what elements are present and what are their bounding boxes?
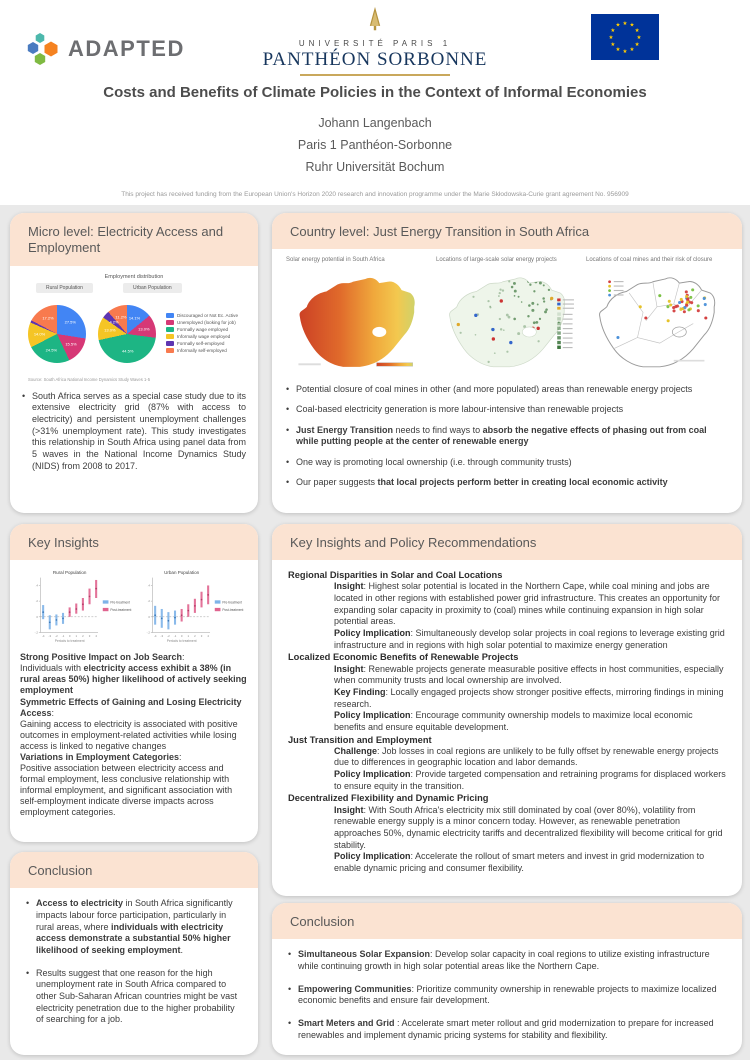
poster-header: [0, 0, 750, 205]
legend-row: [166, 320, 238, 325]
svg-text:1: 1: [187, 634, 190, 639]
card-key-insights: [10, 524, 258, 842]
legend-label: Formally self-employed: [177, 340, 225, 346]
pie-slice-label: 13.0%: [104, 327, 116, 333]
bullet-text: [296, 477, 668, 489]
bullet-item: [286, 477, 728, 489]
svg-text:★: ★: [622, 20, 628, 27]
svg-text:1: 1: [75, 634, 78, 639]
pie-urban-population: [98, 305, 156, 363]
solar-projects-map: [436, 265, 578, 371]
legend-row: [166, 348, 238, 353]
svg-text:0: 0: [36, 615, 38, 620]
bullet-dot: •: [286, 456, 290, 467]
event-study-rural: [28, 566, 134, 646]
pie-charts-row: [22, 305, 246, 363]
svg-text:2: 2: [194, 634, 196, 639]
text-run: Variations in Employment Categories: [20, 751, 180, 762]
text-run: : Develop solar capacity in coal regions to utilize existing infrastructure while continuing growth in high solar potential areas like the Northern Cape.: [298, 949, 710, 971]
bullet-item: [286, 457, 728, 469]
svg-text:.2: .2: [147, 599, 150, 604]
svg-text:Urban Population: Urban Population: [164, 570, 200, 576]
text-run: Empowering Communities: [298, 983, 412, 994]
map-solar-potential: [286, 257, 428, 376]
policy-item: Policy Implication: Simultaneously develop solar projects in coal regions to leverage existing grid infrastructure and in regions with high solar potential to maximize energy generation: [334, 628, 725, 650]
svg-text:3: 3: [200, 634, 203, 639]
coal-mines-map: [586, 265, 728, 371]
funding-acknowledgement: This project has received funding from the European Union's Horizon 2020 research and innovation programme under the Marie Skłodowska-Curie grant agreement No. 956909: [121, 191, 629, 198]
university-name-line1: UNIVERSITÉ PARIS 1: [298, 39, 452, 48]
text-run: in South Africa significantly impacts labour force participation, particularly in rural areas, where: [36, 898, 233, 932]
map-solar-projects: [436, 257, 578, 376]
svg-text:-2: -2: [167, 634, 170, 639]
text-run: :: [182, 652, 185, 663]
bullet-text: [36, 968, 242, 1026]
tab-urban-population[interactable]: Urban Population: [123, 283, 182, 293]
text-run: individuals with electricity access demonstrate a substantial 50% higher likelihood of seeking employment: [36, 921, 231, 955]
svg-text:★: ★: [608, 34, 614, 41]
svg-text:.4: .4: [147, 583, 150, 588]
pie-slice-label: 14.1%: [128, 315, 141, 321]
svg-text:3: 3: [88, 634, 91, 639]
insight-paragraph: [20, 752, 248, 763]
policy-section-heading: Just Transition and Employment: [288, 734, 432, 745]
sorbonne-tree-icon: [362, 6, 388, 32]
policy-section-heading: Decentralized Flexibility and Dynamic Pricing: [288, 793, 489, 804]
text-run: :: [51, 707, 55, 718]
pie-slice-label: 4.2%: [109, 319, 119, 325]
svg-text:Post-treatment: Post-treatment: [110, 608, 132, 613]
bullet-text: [298, 949, 726, 972]
policy-item: Insight: Highest solar potential is located in the Northern Cape, while coal mining and jobs are located in other regions with established power grid infrastructure. This creates an opportunity for expanding solar capacity in proximity to (coal) mines while continuing expansion in high solar potential areas.: [334, 581, 721, 627]
svg-text:.2: .2: [35, 599, 38, 604]
insight-paragraph: [20, 652, 248, 663]
text-run: Symmetric Effects of Gaining and Losing Electricity Access: [20, 696, 242, 718]
svg-text:★: ★: [610, 41, 616, 48]
bullet-item: [288, 949, 726, 972]
pie-slice-label: 11.2%: [115, 314, 127, 320]
legend-color-chip: [166, 334, 174, 339]
card-conclusion-country: [272, 903, 742, 1055]
svg-text:-.2: -.2: [146, 630, 150, 635]
card-micro-title: Micro level: Electricity Access and Employment: [10, 213, 258, 266]
card-conclusion-left-title: Conclusion: [10, 852, 258, 888]
text-run: Results suggest that one reason for the high unemployment rate in South Africa compared to other Sub-Saharan African countries might be vast electricity penetration due to the higher probability of searching for a job.: [36, 967, 238, 1025]
svg-text:0: 0: [148, 615, 150, 620]
bullet-dot: •: [288, 1018, 292, 1028]
svg-text:-2: -2: [55, 634, 58, 639]
pie-slice-label: 27.5%: [64, 319, 76, 325]
legend-label: Informally wage employed: [177, 333, 231, 339]
pie-slice-label: 13.0%: [138, 326, 150, 332]
bullet-text: [296, 425, 728, 448]
insight-paragraph: [20, 663, 248, 696]
svg-text:0: 0: [68, 634, 71, 639]
card-insights-title: Key Insights: [10, 524, 258, 560]
svg-text:-4: -4: [153, 634, 157, 639]
legend-color-chip: [166, 348, 174, 353]
event-study-charts: [28, 566, 248, 646]
pie-legend: [166, 313, 238, 355]
policy-item-label: Policy Implication: [334, 628, 411, 639]
legend-color-chip: [166, 320, 174, 325]
bullet-dot: •: [26, 967, 30, 978]
policy-item-label: Policy Implication: [334, 710, 411, 721]
poster-authors: [0, 112, 750, 178]
solar-potential-map: [286, 265, 428, 371]
pie-slice-label: 24.5%: [45, 347, 57, 353]
svg-text:Periods to treatment: Periods to treatment: [166, 639, 197, 644]
text-run: : Accelerate smart meter rollout and grid modernization to prepare for increased renewables and implement dynamic pricing systems for stability and flexibility.: [298, 1018, 714, 1040]
text-run: : Prioritize community ownership in renewable projects to maximize localized economic benefits and ensure fair development.: [298, 983, 717, 1006]
policy-section-heading: Localized Economic Benefits of Renewable Projects: [288, 652, 519, 663]
text-run: South Africa serves as a special case study due to its extensive electricity grid (87% with access to electricity) and persistent unemployment challenges (>31% unemployment rate). This study investigates this relationship in South Africa using panel data from 5 waves in the National Income Dynamics Study (NIDS) from 2008 to 2017.: [32, 390, 246, 471]
text-run: Positive association between electricity access and formal employment, less conclusive relationship with informal employment, and significant association with self-employment indicate diverse impacts across employment categories.: [20, 762, 233, 818]
svg-text:Pre-treatment: Pre-treatment: [110, 600, 130, 605]
bullet-dot: •: [26, 898, 30, 909]
bullet-text: [296, 404, 623, 416]
legend-row: [166, 327, 238, 332]
card-country-title: Country level: Just Energy Transition in South Africa: [272, 213, 742, 249]
policy-item: Policy Implication: Provide targeted compensation and retraining programs for displaced workers to ensure equity in the transition.: [334, 769, 726, 791]
bullet-dot: •: [286, 424, 290, 435]
pie-chart-title: Employment distribution: [104, 273, 164, 280]
svg-text:★: ★: [636, 34, 642, 41]
pie-source-note: Source: South Africa National Income Dynamics Study Waves 1-5: [28, 376, 151, 382]
legend-row: [166, 334, 238, 339]
text-run: Just Energy Transition: [296, 424, 394, 435]
legend-color-chip: [166, 313, 174, 318]
text-run: Smart Meters and Grid: [298, 1018, 395, 1028]
eu-flag-icon: [591, 14, 659, 60]
card-policy-title: Key Insights and Policy Recommendations: [272, 524, 742, 560]
legend-row: [166, 313, 238, 318]
policy-item: Policy Implication: Encourage community ownership models to maximize local economic benefits and ensure equitable development.: [334, 710, 693, 732]
insights-text: [20, 652, 248, 818]
svg-text:★: ★: [634, 41, 640, 48]
insight-paragraph: [20, 697, 248, 719]
bullet-dot: •: [286, 404, 290, 415]
svg-text:Post-treatment: Post-treatment: [222, 608, 244, 613]
svg-text:Rural Population: Rural Population: [52, 570, 87, 576]
author-affiliation-2: Ruhr Universität Bochum: [305, 160, 445, 174]
card-country-level: [272, 213, 742, 513]
text-run: One way is promoting local ownership (i.e. through community trusts): [296, 456, 572, 467]
bullet-item: [286, 404, 728, 416]
svg-text:-.2: -.2: [34, 630, 38, 635]
svg-text:★: ★: [622, 48, 628, 55]
svg-text:Periods to treatment: Periods to treatment: [54, 639, 85, 644]
legend-color-chip: [166, 327, 174, 332]
text-run: :: [179, 751, 182, 762]
bullet-item: [26, 898, 242, 956]
maps-row: [286, 257, 728, 376]
bullet-item: [286, 425, 728, 448]
policy-item: Policy Implication: Accelerate the rollout of smart meters and invest in grid modernization to enable dynamic pricing and consumer flexibility.: [334, 851, 705, 873]
bullet-text: [298, 984, 726, 1007]
pie-rural-population: [28, 305, 86, 363]
svg-text:-1: -1: [173, 634, 177, 639]
event-study-urban: [140, 566, 246, 646]
policy-sections: [272, 560, 742, 883]
author-name: Johann Langenbach: [318, 116, 432, 130]
legend-color-chip: [166, 341, 174, 346]
map-caption-solar-potential: Solar energy potential in South Africa: [286, 257, 385, 264]
card-conclusion-right-title: Conclusion: [272, 903, 742, 939]
map-caption-solar-projects: Locations of large-scale solar energy projects: [436, 257, 557, 264]
svg-text:-1: -1: [61, 634, 65, 639]
text-run: Individuals with: [20, 663, 84, 674]
card-policy-recommendations: [272, 524, 742, 896]
poster-title: Costs and Benefits of Climate Policies in the Context of Informal Economies: [103, 84, 647, 101]
bullet-item: [22, 391, 246, 473]
policy-item: Insight: With South Africa's electricity mix still dominated by coal (over 80%), volatility from renewable energy supply is a minor concern today. However, as renewable penetration approaches 50%, dynamic electricity tariffs and decentralized flexibility will become critical for grid stability.: [334, 804, 723, 850]
svg-text:★: ★: [629, 22, 635, 29]
legend-label: Informally self-employed: [177, 347, 227, 353]
svg-text:-3: -3: [160, 634, 164, 639]
text-run: absorb the negative effects of phasing out from coal while putting people at the center of renewable energy: [296, 424, 707, 447]
bullet-dot: •: [22, 390, 26, 401]
svg-text:4: 4: [207, 634, 209, 639]
adapted-logo-text: ADAPTED: [68, 36, 185, 61]
text-run: that local projects perform better in creating local economic activity: [377, 476, 668, 487]
pie-slice-label: 15.5%: [65, 341, 77, 347]
legend-label: Discouraged or Not Ec. Active: [177, 312, 239, 318]
svg-text:4: 4: [95, 634, 97, 639]
university-name-line2: PANTHÉON SORBONNE: [262, 49, 488, 70]
bullet-text: [32, 391, 246, 473]
policy-item-label: Insight: [334, 663, 364, 674]
svg-text:★: ★: [615, 22, 621, 29]
svg-text:★: ★: [615, 46, 621, 53]
policy-item-label: Key Finding: [334, 686, 386, 697]
policy-item-label: Insight: [334, 581, 364, 592]
svg-text:2: 2: [82, 634, 84, 639]
bullet-text: [296, 384, 692, 396]
legend-row: [166, 341, 238, 346]
pie-slice-label: 17.2%: [42, 315, 54, 321]
policy-item: Challenge: Job losses in coal regions are unlikely to be fully offset by renewable energy projects due to differences in geographic location and labor demands.: [334, 745, 719, 768]
conclusion-left-bullets: [10, 888, 258, 1047]
bullet-item: [288, 1018, 726, 1041]
text-run: .: [180, 945, 184, 955]
conclusion-right-bullets: [272, 939, 742, 1055]
map-caption-coal-mines: Locations of coal mines and their risk of closure: [586, 257, 713, 264]
bullet-dot: •: [288, 949, 292, 960]
svg-text:.4: .4: [35, 583, 38, 588]
policy-item-label: Policy Implication: [334, 769, 411, 780]
text-run: Strong Positive Impact on Job Search: [20, 652, 183, 663]
micro-bullets: [22, 391, 246, 473]
author-affiliation-1: Paris 1 Panthéon-Sorbonne: [297, 138, 453, 152]
text-run: electricity access exhibit a 38% (in rural areas 50%) higher likelihood of actively seeking employment: [20, 663, 247, 696]
policy-item: Key Finding: Locally engaged projects show stronger positive effects, mirroring findings in mining research.: [334, 686, 724, 709]
country-bullets: [286, 384, 728, 488]
tab-rural-population[interactable]: Rural Population: [36, 283, 93, 293]
university-gold-rule: [300, 74, 450, 76]
policy-item-label: Challenge: [334, 745, 378, 756]
bullet-item: [286, 384, 728, 396]
svg-text:★: ★: [629, 46, 635, 53]
legend-label: Formally wage employed: [177, 326, 229, 332]
text-run: Our paper suggests: [296, 476, 378, 487]
text-run: Access to electricity: [36, 898, 124, 909]
bullet-dot: •: [288, 983, 292, 994]
card-conclusion-micro: [10, 852, 258, 1055]
bullet-item: [288, 984, 726, 1007]
policy-section-heading: Regional Disparities in Solar and Coal Locations: [288, 570, 503, 581]
insight-paragraph: [20, 763, 248, 818]
svg-text:-4: -4: [41, 634, 45, 639]
bullet-text: [298, 1018, 726, 1041]
insight-paragraph: [20, 719, 248, 752]
bullet-text: [296, 457, 572, 469]
map-coal-mines: [586, 257, 728, 376]
svg-text:-3: -3: [48, 634, 52, 639]
text-run: Simultaneous Solar Expansion: [298, 949, 431, 960]
policy-item-label: Policy Implication: [334, 851, 411, 862]
policy-item-label: Insight: [334, 804, 364, 815]
bullet-text: [36, 898, 242, 956]
svg-text:Pre-treatment: Pre-treatment: [222, 600, 242, 605]
svg-text:★: ★: [634, 27, 640, 34]
text-run: Potential closure of coal mines in other (and more populated) areas than renewable energy projects: [296, 384, 693, 395]
bullet-dot: •: [286, 384, 290, 395]
svg-text:★: ★: [610, 27, 616, 34]
text-run: Coal-based electricity generation is more labour-intensive than renewable projects: [296, 404, 624, 415]
legend-label: Unemployed (looking for job): [177, 319, 236, 325]
bullet-item: [26, 968, 242, 1026]
population-tabs: [36, 283, 246, 293]
pie-slice-label: 14.0%: [33, 331, 46, 337]
svg-text:0: 0: [180, 634, 183, 639]
bullet-dot: •: [286, 476, 290, 487]
pie-slice-label: 44.5%: [122, 348, 134, 354]
card-micro-level: [10, 213, 258, 513]
text-run: needs to find ways to: [393, 424, 483, 435]
policy-item: Insight: Renewable projects generate measurable positive effects in host communities, especially when community trusts and local ownership are involved.: [334, 663, 724, 686]
text-run: Gaining access to electricity is associated with positive outcomes in employment-related activities while losing access is linked to negative changes: [20, 718, 238, 751]
